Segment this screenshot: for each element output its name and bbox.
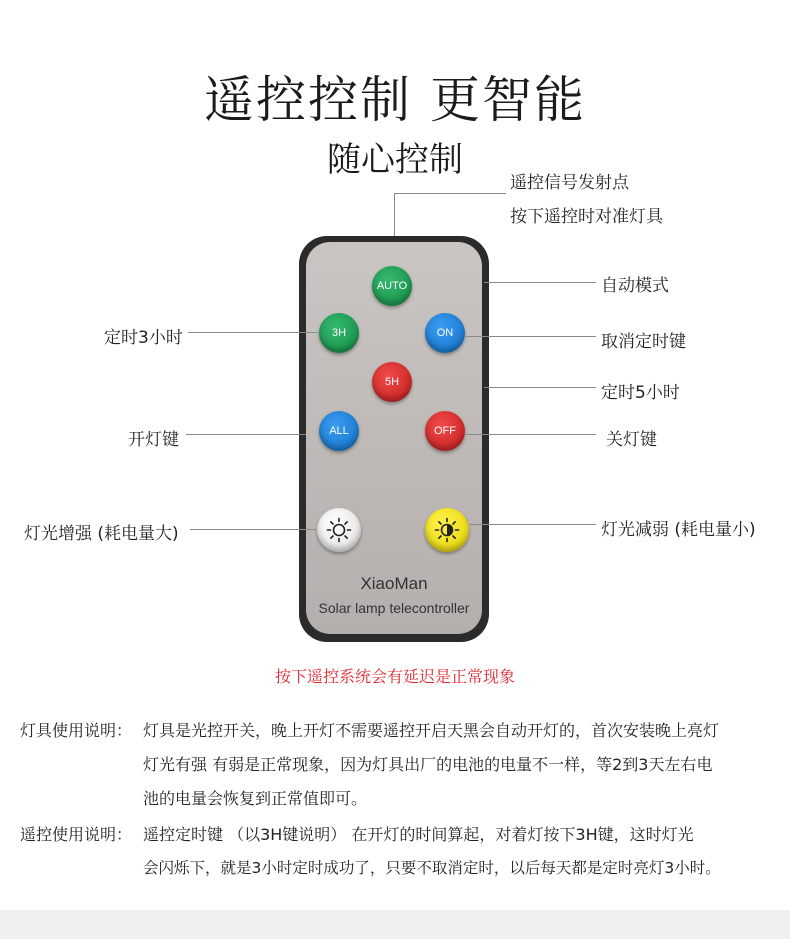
- sun-icon: [326, 517, 352, 543]
- delay-note: 按下遥控系统会有延迟是正常现象: [274, 667, 515, 686]
- timer3-callout-line: [188, 332, 318, 333]
- remote-model: Solar lamp telecontroller: [318, 600, 470, 616]
- all-button[interactable]: [319, 411, 359, 451]
- lamp-instructions-label: 灯具使用说明：: [20, 721, 133, 740]
- brighter-label: 灯光增强 (耗电量大): [24, 524, 179, 544]
- three-hour-button-label: 3H: [331, 327, 347, 339]
- on-button[interactable]: [425, 313, 465, 353]
- off-key-label: 关灯键: [606, 430, 657, 450]
- remote-instructions-line1: 遥控定时键 （以3H键说明） 在开灯的时间算起，对着灯按下3H键，这时灯光: [143, 825, 694, 844]
- timer-3h-label: 定时3小时: [104, 328, 183, 348]
- timer5-callout-line: [484, 387, 596, 388]
- on-button-label: ON: [436, 327, 454, 339]
- brighter-button[interactable]: [317, 508, 361, 552]
- auto-button[interactable]: [372, 266, 412, 306]
- brighter-callout-line: [190, 529, 316, 530]
- remote-instructions-line2: 会闪烁下，就是3小时定时成功了，只要不取消定时，以后每天都是定时亮灯3小时。: [143, 859, 721, 877]
- five-hour-button-label: 5H: [384, 376, 400, 388]
- timer-5h-label: 定时5小时: [601, 383, 680, 403]
- cancel-timer-label: 取消定时键: [601, 332, 686, 352]
- auto-callout-line: [484, 282, 596, 283]
- on-key-label: 开灯键: [128, 430, 179, 450]
- page-subtitle: 随心控制: [327, 140, 463, 180]
- dimmer-callout-line: [470, 524, 596, 525]
- auto-button-label: AUTO: [376, 280, 408, 292]
- half-sun-icon: [434, 517, 460, 543]
- off-callout-line: [466, 434, 596, 435]
- remote-brand: XiaoMan: [360, 574, 428, 593]
- on-callout-line: [186, 434, 306, 435]
- all-button-label: ALL: [329, 425, 349, 437]
- auto-mode-label: 自动模式: [601, 276, 669, 296]
- signal-label-line1: 遥控信号发射点: [510, 173, 629, 193]
- footer-bar: [0, 910, 790, 939]
- five-hour-button[interactable]: [372, 362, 412, 402]
- dimmer-button[interactable]: [425, 508, 469, 552]
- page-title: 遥控控制 更智能: [204, 71, 586, 129]
- signal-callout-vline: [394, 193, 395, 238]
- off-button-label: OFF: [434, 425, 456, 437]
- signal-callout-line: [394, 193, 506, 194]
- remote-instructions-label: 遥控使用说明：: [20, 825, 133, 844]
- lamp-instructions-line2: 灯光有强 有弱是正常现象，因为灯具出厂的电池的电量不一样，等2到3天左右电: [143, 755, 713, 774]
- signal-label-line2: 按下遥控时对准灯具: [510, 207, 663, 227]
- lamp-instructions-line1: 灯具是光控开关，晚上开灯不需要遥控开启天黑会自动开灯的，首次安装晚上亮灯: [143, 721, 720, 740]
- lamp-instructions-line3: 池的电量会恢复到正常值即可。: [143, 789, 368, 808]
- cancel-callout-line: [466, 336, 596, 337]
- dimmer-label: 灯光减弱 (耗电量小): [601, 520, 756, 540]
- three-hour-button[interactable]: [319, 313, 359, 353]
- off-button[interactable]: [425, 411, 465, 451]
